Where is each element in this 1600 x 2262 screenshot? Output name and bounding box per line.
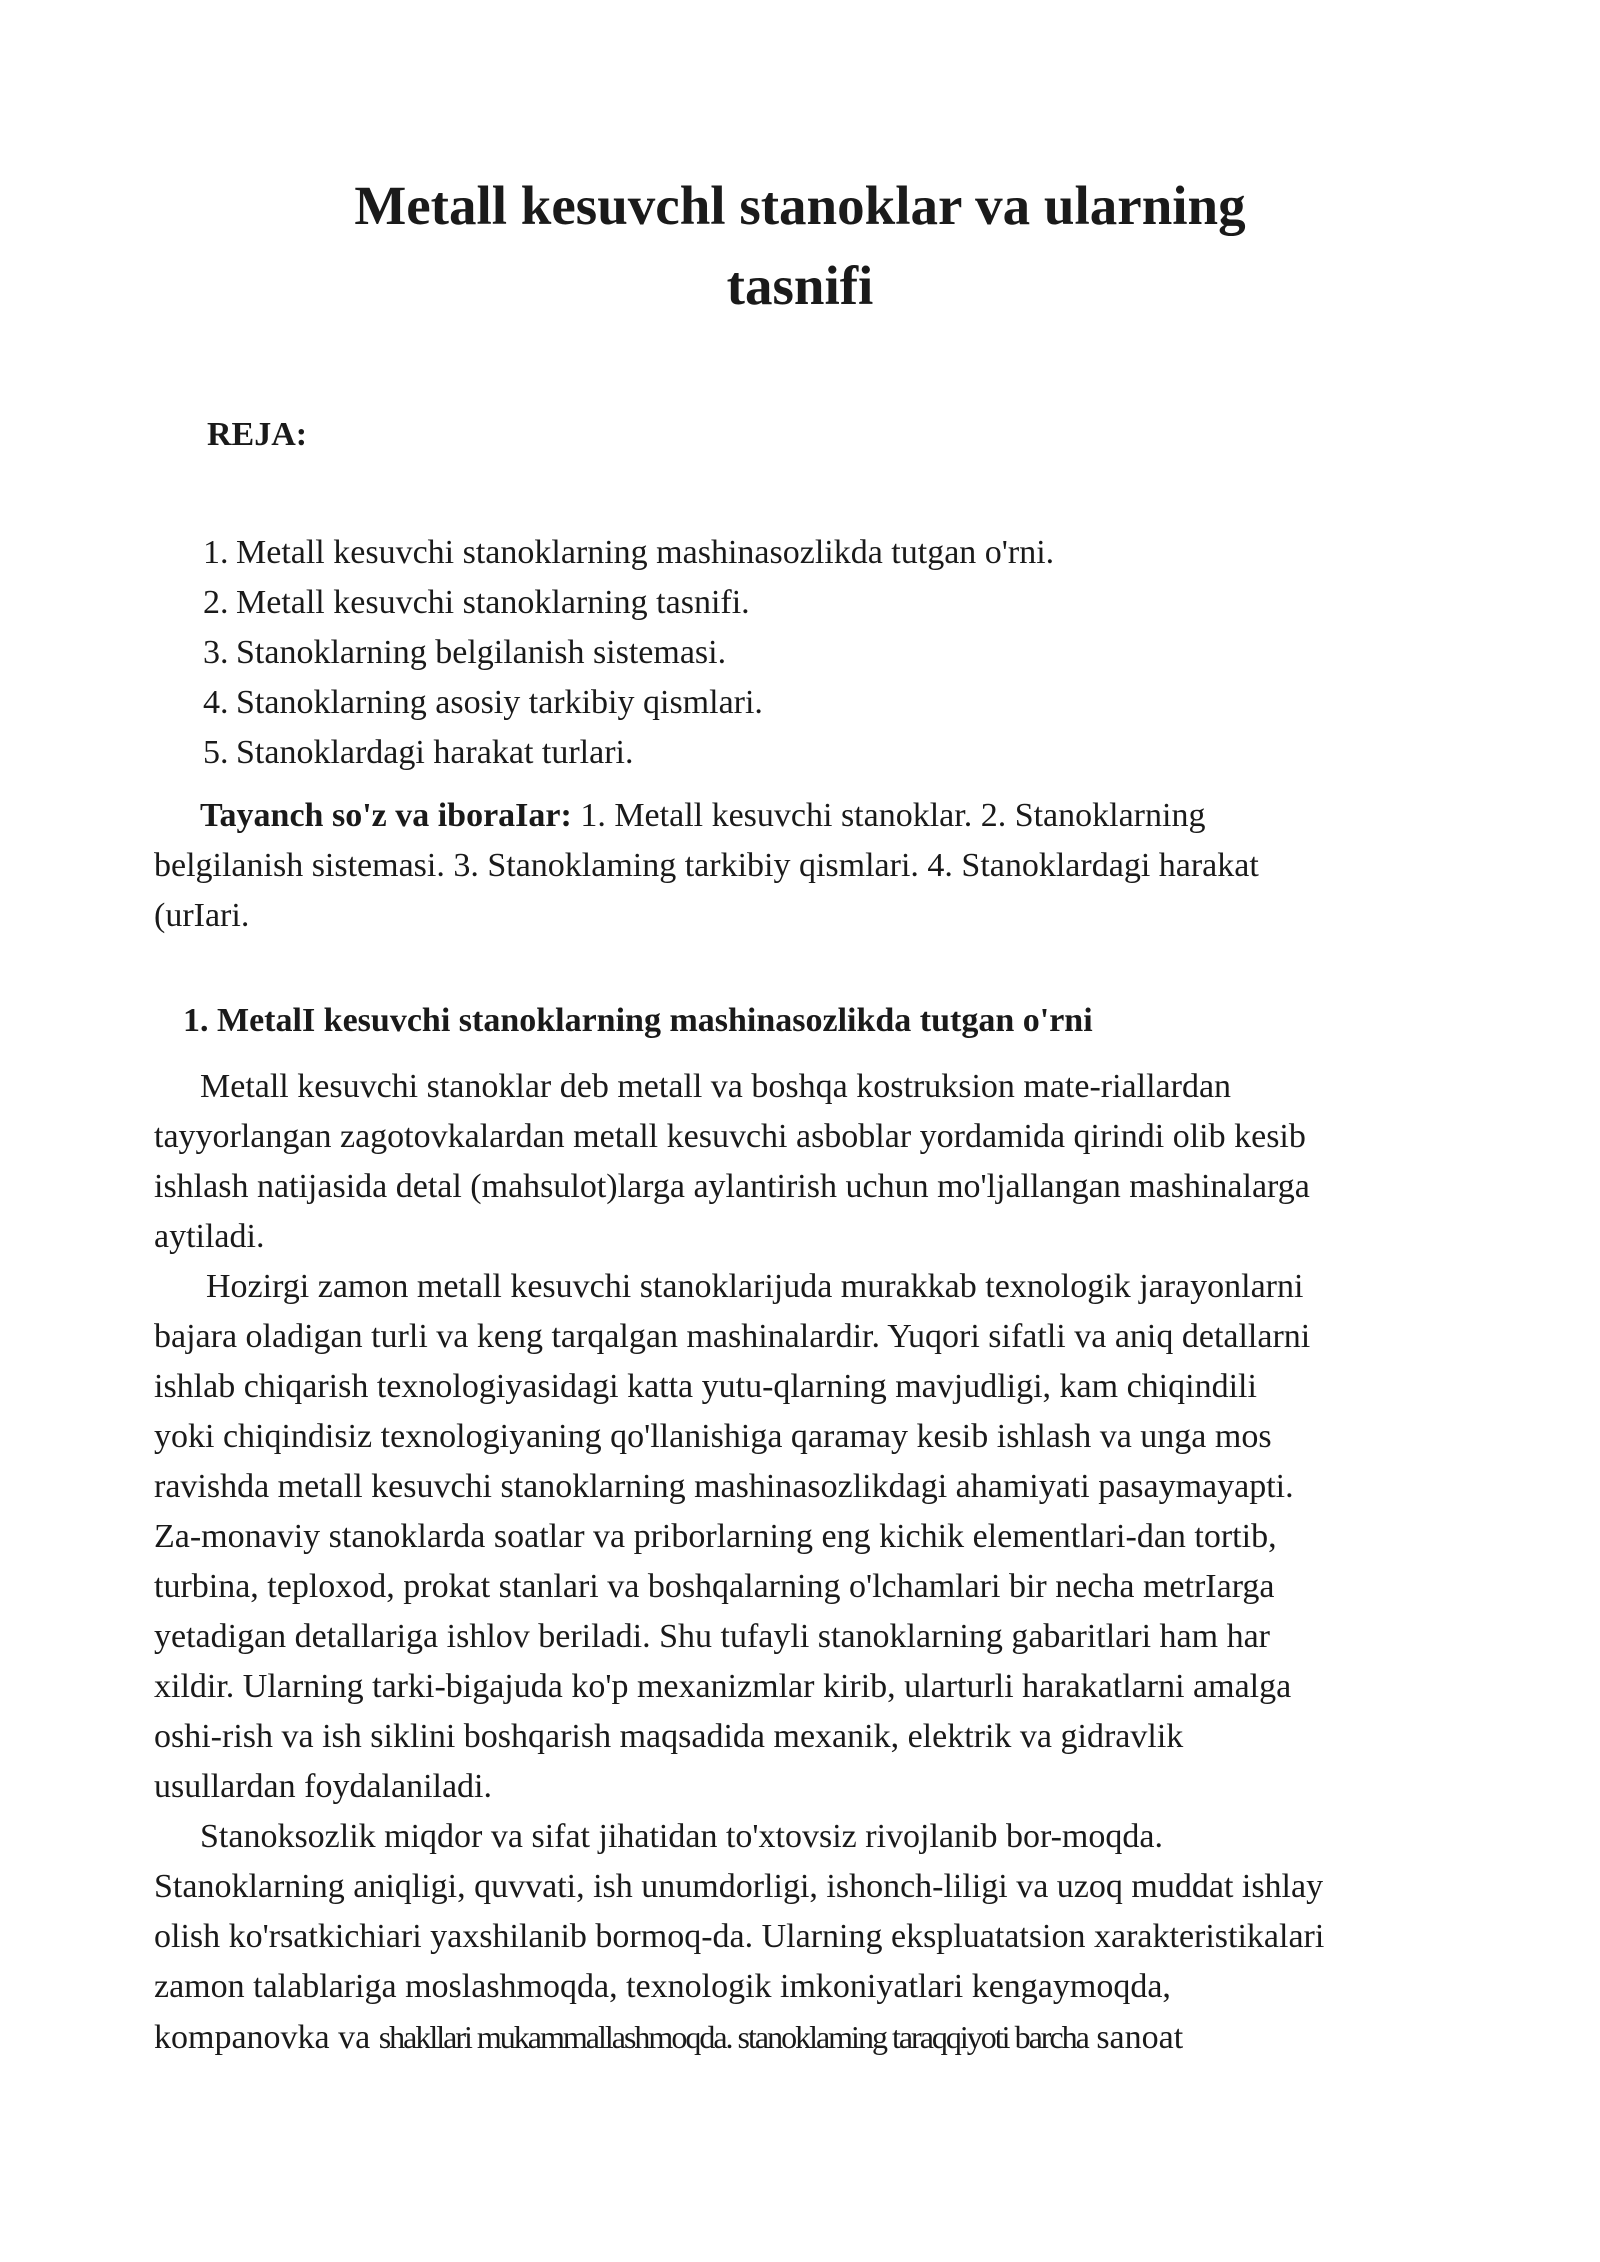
keywords-line-2: belgilanish sistemasi. 3. Stanoklaming tarkibiy qismlari. 4. Stanoklardagi harakat — [154, 847, 1259, 884]
plan-item — [203, 678, 1054, 728]
paragraph-line: ishlab chiqarish texnologiyasidagi katta yutu-qlarning mavjudligi, kam chiqindili — [154, 1368, 1257, 1405]
paragraph-line: bajara oladigan turli va keng tarqalgan mashinalardir. Yuqori sifatli va aniq detallarni — [154, 1318, 1311, 1355]
paragraph-line: Za-monaviy stanoklarda soatlar va priborlarning eng kichik elementlari-dan tortib, — [154, 1518, 1277, 1555]
paragraph-last-line — [154, 2012, 1454, 2063]
paragraph-line-part: kompanovka va — [154, 2019, 379, 2056]
paragraph-line: aytiladi. — [154, 1218, 265, 1255]
paragraph-line: ravishda metall kesuvchi stanoklarning mashinasozlikdagi ahamiyati pasaymayapti. — [154, 1468, 1294, 1505]
plan-item-text: Metall kesuvchi stanoklarning mashinasozlikda tutgan o'rni. — [236, 534, 1055, 571]
paragraph-line: Stanoksozlik miqdor va sifat jihatidan to'xtovsiz rivojlanib bor-moqda. — [200, 1818, 1163, 1855]
plan-item-number: 4. — [203, 684, 229, 721]
keywords-line-1 — [154, 791, 1454, 841]
plan-item-text: Stanoklarning belgilanish sistemasi. — [236, 634, 727, 671]
plan-heading: REJA: — [207, 416, 308, 453]
plan-item-text: Stanoklarning asosiy tarkibiy qismlari. — [236, 684, 763, 721]
plan-item-number: 5. — [203, 734, 229, 771]
plan-item — [203, 628, 1054, 678]
paragraph-line: Stanoklarning aniqligi, quvvati, ish unumdorligi, ishonch-liligi va uzoq muddat ishlay — [154, 1868, 1324, 1905]
section-heading: 1. MetalI kesuvchi stanoklarning mashinasozlikda tutgan o'rni — [183, 1002, 1093, 1039]
paragraph-line: yetadigan detallariga ishlov beriladi. Shu tufayli stanoklarning gabaritlari ham har — [154, 1618, 1270, 1655]
paragraph-line: yoki chiqindisiz texnologiyaning qo'llanishiga qaramay kesib ishlash va unga mos — [154, 1418, 1272, 1455]
document-title — [250, 166, 1350, 326]
title-line-2: tasnifi — [726, 255, 874, 316]
plan-item-text: Stanoklardagi harakat turlari. — [236, 734, 634, 771]
plan-list — [203, 528, 1054, 778]
plan-item — [203, 528, 1054, 578]
plan-item-number: 1. — [203, 534, 229, 571]
paragraph-line: oshi-rish va ish siklini boshqarish maqsadida mexanik, elektrik va gidravlik — [154, 1718, 1184, 1755]
paragraph-line: Hozirgi zamon metall kesuvchi stanoklarijuda murakkab texnologik jarayonlarni — [206, 1268, 1304, 1305]
paragraph-2 — [154, 1262, 1454, 1812]
paragraph-line: tayyorlangan zagotovkalardan metall kesuvchi asboblar yordamida qirindi olib kesib — [154, 1118, 1306, 1155]
paragraph-line-part: sanoat — [1087, 2019, 1184, 2056]
keywords-label: Tayanch so'z va iboraIar: — [200, 797, 572, 834]
keywords-paragraph — [154, 791, 1454, 941]
paragraph-line-part-condensed: shakllari mukammallashmoqda. stanoklaming taraqqiyoti barcha — [378, 2019, 1088, 2055]
paragraph-line: ishlash natijasida detal (mahsulot)larga aylantirish uchun mo'ljallangan mashinalarga — [154, 1168, 1310, 1205]
plan-item — [203, 578, 1054, 628]
paragraph-3 — [154, 1812, 1454, 2063]
title-line-1: Metall kesuvchl stanoklar va ularning — [354, 175, 1246, 236]
paragraph-line: turbina, teploxod, prokat stanlari va boshqalarning o'lchamlari bir necha metrIarga — [154, 1568, 1275, 1605]
paragraph-line: olish ko'rsatkichiari yaxshilanib bormoq-da. Ularning ekspluatatsion xarakteristikalari — [154, 1918, 1325, 1955]
plan-item-text: Metall kesuvchi stanoklarning tasnifi. — [236, 584, 750, 621]
keywords-line-3: (urIari. — [154, 897, 250, 934]
plan-item — [203, 728, 1054, 778]
keywords-text: 1. Metall kesuvchi stanoklar. 2. Stanoklarning — [571, 797, 1206, 834]
paragraph-line: xildir. Ularning tarki-bigajuda ko'p mexanizmlar kirib, ularturli harakatlarni amalga — [154, 1668, 1292, 1705]
paragraph-line: Metall kesuvchi stanoklar deb metall va boshqa kostruksion mate-riallardan — [200, 1068, 1232, 1105]
plan-item-number: 3. — [203, 634, 229, 671]
paragraph-1 — [154, 1062, 1454, 1262]
paragraph-line: usullardan foydalaniladi. — [154, 1768, 493, 1805]
plan-item-number: 2. — [203, 584, 229, 621]
paragraph-line: zamon talablariga moslashmoqda, texnologik imkoniyatlari kengaymoqda, — [154, 1968, 1171, 2005]
